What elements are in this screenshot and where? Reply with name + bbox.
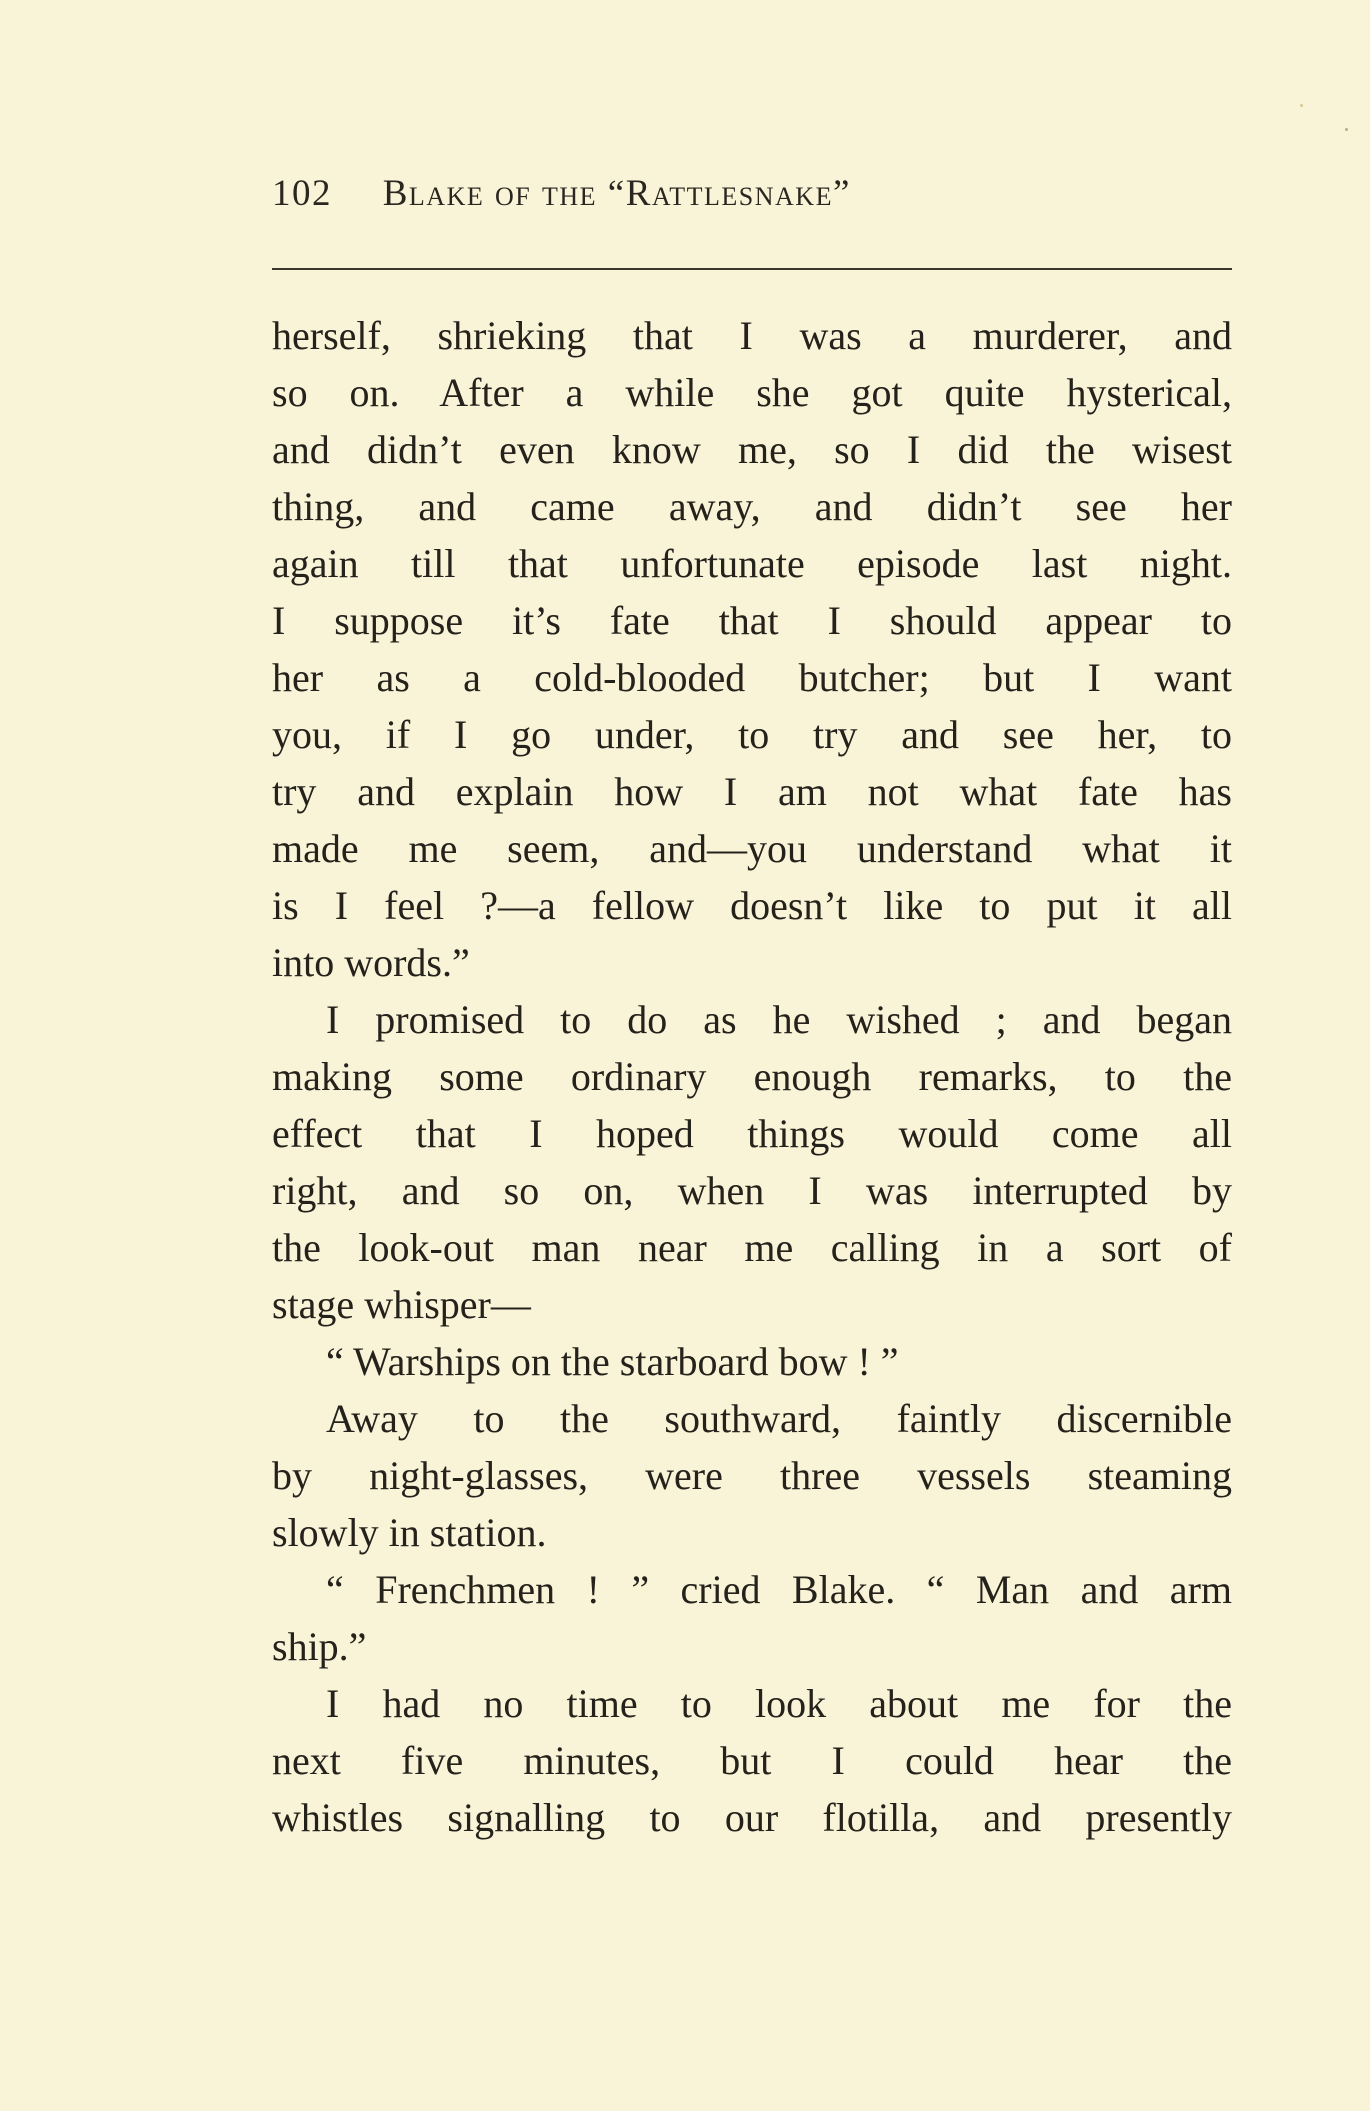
text-line: again till that unfortunate episode last night.: [272, 541, 1232, 586]
text-line: by night-glasses, were three vessels steaming: [272, 1453, 1232, 1498]
running-title: Blake of the “Rattlesnake”: [382, 173, 851, 214]
text-line: her as a cold-blooded butcher; but I want: [272, 655, 1232, 700]
text-line: and didn’t even know me, so I did the wisest: [272, 427, 1232, 472]
text-line: I promised to do as he wished ; and began: [326, 997, 1232, 1042]
text-line: effect that I hoped things would come all: [272, 1111, 1232, 1156]
text-line: stage whisper—: [272, 1282, 531, 1327]
text-line: making some ordinary enough remarks, to the: [272, 1054, 1232, 1099]
page-number: 102: [272, 173, 332, 214]
body-text: [272, 307, 1232, 1846]
text-line: so on. After a while she got quite hysterical,: [272, 370, 1232, 415]
header-rule: [272, 268, 1232, 270]
text-line: into words.”: [272, 940, 470, 985]
text-line: you, if I go under, to try and see her, to: [272, 712, 1232, 757]
text-line: whistles signalling to our flotilla, and presently: [272, 1795, 1232, 1840]
text-line: “ Warships on the starboard bow ! ”: [326, 1339, 899, 1384]
text-line: slowly in station.: [272, 1510, 547, 1555]
text-line: made me seem, and—you understand what it: [272, 826, 1232, 871]
text-line: next five minutes, but I could hear the: [272, 1738, 1232, 1783]
running-head: [272, 172, 1232, 222]
paper-speck: [1300, 104, 1303, 107]
text-line: is I feel ?—a fellow doesn’t like to put it all: [272, 883, 1232, 928]
text-line: I had no time to look about me for the: [326, 1681, 1232, 1726]
text-line: Away to the southward, faintly discernible: [326, 1396, 1232, 1441]
text-line: herself, shrieking that I was a murderer, and: [272, 313, 1232, 358]
text-line: right, and so on, when I was interrupted by: [272, 1168, 1232, 1213]
text-line: ship.”: [272, 1624, 367, 1669]
text-line: “ Frenchmen ! ” cried Blake. “ Man and arm: [326, 1567, 1232, 1612]
text-line: the look-out man near me calling in a sort of: [272, 1225, 1232, 1270]
text-line: I suppose it’s fate that I should appear to: [272, 598, 1232, 643]
text-line: thing, and came away, and didn’t see her: [272, 484, 1232, 529]
paper-speck: [1345, 128, 1348, 131]
text-line: try and explain how I am not what fate has: [272, 769, 1232, 814]
